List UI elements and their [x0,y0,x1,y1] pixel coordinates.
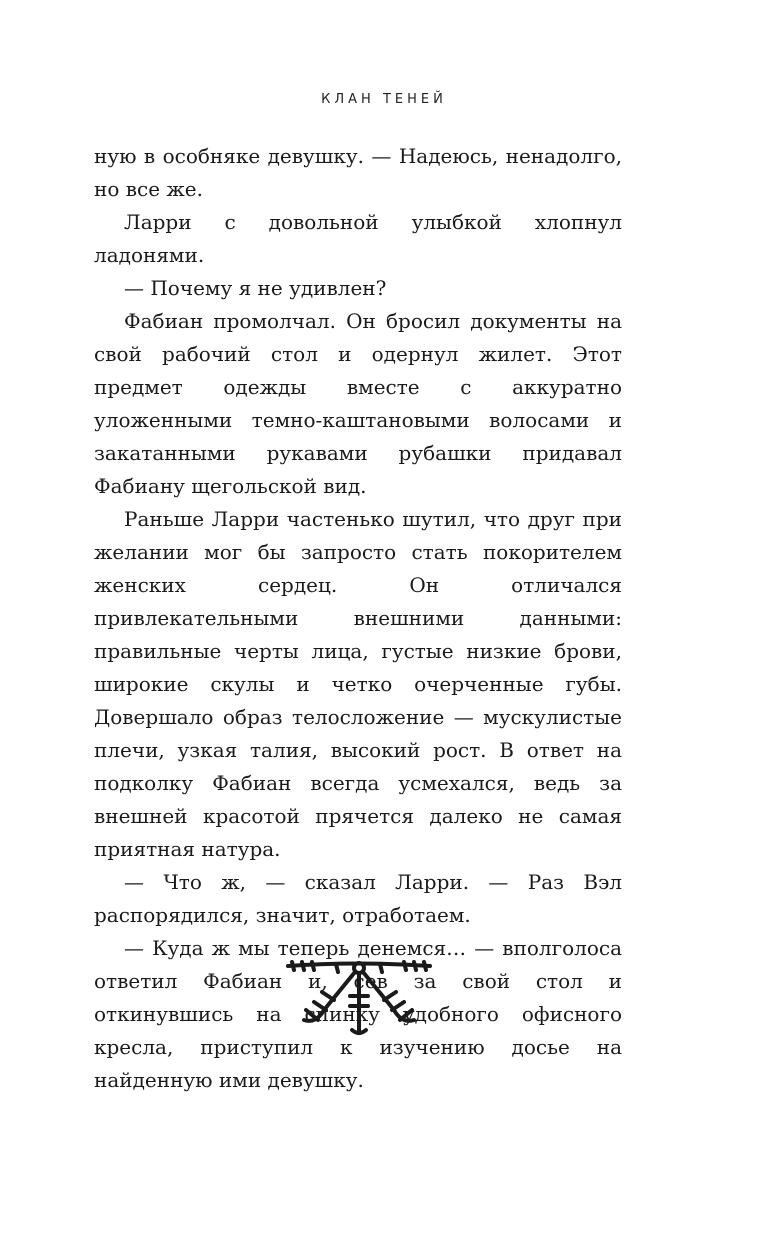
paragraph-6: — Что ж, — сказал Ларри. — Раз Вэл распорядился, значит, отработаем. [94,870,622,927]
paragraph-3: — Почему я не удивлен? [124,276,387,300]
paragraph-7: — Куда ж мы теперь денемся… — вполголоса ответил Фабиан и, сев за свой стол и откинувшись на спинку удобного офисного кресла, приступил к изучению досье на найденную ими девушку. [94,936,622,1092]
paragraph-4: Фабиан промолчал. Он бросил документы на свой рабочий стол и одернул жилет. Этот предмет одежды вместе с аккуратно уложенными темно-каштановыми волосами и закатанными рукавами рубашки придавал Фабиану щегольской вид. [94,309,622,498]
running-header: КЛАН ТЕНЕЙ [321,92,447,107]
paragraph-2: Ларри с довольной улыбкой хлопнул ладонями. [94,210,622,267]
paragraph-1: ную в особняке девушку. — Надеюсь, ненадолго, но все же. [94,144,622,201]
runic-vegvisir-ornament-icon [284,958,434,1038]
body-text [94,140,622,1097]
paragraph-5: Раньше Ларри частенько шутил, что друг при желании мог бы запросто стать покорителем женских сердец. Он отличался привлекательными внешними данными: правильные черты лица, густые низкие брови, широкие скулы и четко очерченные губы. Довершало образ телосложение — мускулистые плечи, узкая талия, высокий рост. В ответ на подколку Фабиан всегда усмехался, ведь за внешней красотой прячется далеко не самая приятная натура. [94,507,622,861]
